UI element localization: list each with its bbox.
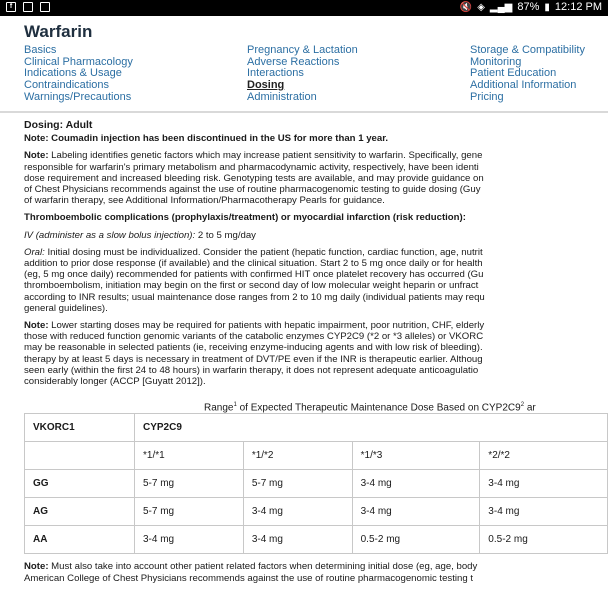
note-label: Note: [24,561,49,572]
row-label: GG [25,470,135,498]
table-cell: 3-4 mg [243,498,352,526]
table-row [25,526,608,554]
battery-percent: 87% [517,1,540,13]
table-cell: 0.5-2 mg [480,526,608,554]
oral-dosing-line: addition to prior dose response (if available) and the clinical situation. Start 2 to 5 mg once daily or for health [24,258,483,270]
oral-dosing-line: thromboembolism, initiation may begin on the first or second day of low molecular weight heparin or unfract [24,280,479,292]
wifi-icon: ◈ [477,1,485,13]
oral-dosing-line [24,247,600,258]
facebook-icon: f [6,2,16,12]
lower-dose-note-text: Lower starting doses may be required for patients with hepatic impairment, poor nutrition, CHF, elderly [48,320,485,332]
oral-dosing-line: according to INR results; usual maintenance dose ranges from 2 to 10 mg daily (individual patients may requ [24,291,485,303]
genetic-note-line: responsible for warfarin's primary metabolism and pharmacodynamic activity, respectively, have been identi [24,161,479,173]
nav-link-monitoring[interactable]: Monitoring [470,55,522,68]
oral-label: Oral: [24,246,45,258]
lower-dose-note-line [24,320,600,331]
discontinued-note-text: Coumadin injection has been discontinued in the US for more than 1 year. [48,133,389,145]
oral-dosing-line: (eg, 5 mg once daily) recommended for patients with confirmed HIT once platelet recovery has occurred (Gu [24,269,484,281]
genetic-note-line: of Chest Physicians recommends against the use of routine pharmacogenomic testing to guide dosing (Guy [24,184,481,196]
dosing-content [24,120,608,387]
genotype-header: *1/*1 [135,442,244,470]
row-label: AG [25,498,135,526]
message-icon [40,2,50,12]
nav-link-additional-information[interactable]: Additional Information [470,79,577,92]
footnote-text: Must also take into account other patient related factors when determining initial dose (eg, age, body [48,561,478,572]
nav-column-2 [247,45,358,104]
genetic-note-line [24,150,600,161]
dose-table [24,413,608,554]
table-cell: 3-4 mg [243,526,352,554]
lower-dose-note-line: considerably longer (ACCP [Guyatt 2012]). [24,376,206,388]
genetic-note-text: Labeling identifies genetic factors which may increase patient sensitivity to warfarin. Specifically, gene [48,150,483,162]
note-label: Note: [24,133,49,145]
genetic-note-line: dose requirement and increased bleeding risk. Genotyping tests are available, and may provide guidance on [24,172,484,184]
iv-label: IV (administer as a slow bolus injection): [24,229,196,241]
dosing-heading: Dosing: Adult [24,120,93,131]
nav-column-3 [470,45,585,104]
table-cell: 3-4 mg [352,498,480,526]
table-cell: 5-7 mg [243,470,352,498]
section-heading [24,212,600,223]
oral-text: Initial dosing must be individualized. Consider the patient (hepatic function, cardiac function, age, nutrit [44,246,483,258]
genotype-header: *1/*2 [243,442,352,470]
status-bar [0,0,608,16]
nav-link-warnings-precautions[interactable]: Warnings/Precautions [24,90,132,103]
discontinued-note [24,133,600,144]
page-title: Warfarin [24,22,93,41]
footnote-line: American College of Chest Physicians recommends against the use of routine pharmacogenomic testing t [24,572,474,584]
iv-text: 2 to 5 mg/day [195,229,256,241]
table-cell: 3-4 mg [135,526,244,554]
section-heading-text: Thromboembolic complications (prophylaxis/treatment) or myocardial infarction (risk reduction): [24,212,466,224]
nav-column-1 [24,45,133,104]
signal-icon: ▂▄▆ [489,1,513,13]
clock: 12:12 PM [554,1,602,13]
genotype-header: *1/*3 [352,442,480,470]
table-row [25,470,608,498]
table-cell: 0.5-2 mg [352,526,480,554]
note-label: Note: [24,320,49,332]
nav-link-patient-education[interactable]: Patient Education [470,67,557,80]
nav-link-dosing[interactable]: Dosing [247,79,285,92]
table-caption: Range$^1$ of Expected Therapeutic Maintenance Dose Based on $CYP2C9^2$ ar [204,402,536,414]
footnote-line [24,561,594,573]
table-cell: 3-4 mg [480,498,608,526]
table-cell: 5-7 mg [135,498,244,526]
nav-link-storage-compatibility[interactable]: Storage & Compatibility [470,44,585,56]
lower-dose-note-line: may be reasonable in selected patients (ie, receiving enzyme-inducing agents and with low risk of bleeding). [24,342,483,354]
table-footnote [24,561,594,584]
section-divider [0,111,608,113]
lower-dose-note-line: seen early (within the first 24 to 48 hours) in warfarin therapy, it does not represent adequate anticoagulatio [24,364,479,376]
nav-link-pregnancy-lactation[interactable]: Pregnancy & Lactation [247,44,358,56]
nav-link-adverse-reactions[interactable]: Adverse Reactions [247,55,340,68]
table-cell: 3-4 mg [480,470,608,498]
nav-link-clinical-pharmacology[interactable]: Clinical Pharmacology [24,55,133,68]
table-cell [25,442,135,470]
row-label: AA [25,526,135,554]
note-label: Note: [24,150,49,162]
cyp2c9-header: CYP2C9 [135,414,608,442]
screenshot-icon [23,2,33,12]
iv-dosing [24,230,600,241]
genetic-note-line: of warfarin therapy, see Additional Information/Pharmacotherapy Pearls for guidance. [24,195,385,207]
lower-dose-note-line: those with reduced function genomic variants of the catabolic enzymes CYP2C9 (*2 or *3 alleles) or VKORC [24,331,484,343]
nav-link-pricing[interactable]: Pricing [470,90,504,103]
table-cell: 3-4 mg [352,470,480,498]
oral-dosing-line: general guidelines). [24,302,108,314]
lower-dose-note-line: therapy by at least 5 days is necessary in treatment of DVT/PE even if the INR is therapeutic earlier. Althoug [24,353,483,365]
nav-link-administration[interactable]: Administration [247,90,317,103]
battery-icon: ▮ [544,1,550,13]
nav-link-interactions[interactable]: Interactions [247,67,304,80]
vkorc1-header: VKORC1 [25,414,135,442]
mute-icon: 🔇 [459,1,473,13]
genotype-header: *2/*2 [480,442,608,470]
nav-link-contraindications[interactable]: Contraindications [24,79,109,92]
nav-link-basics[interactable]: Basics [24,44,57,56]
nav-link-indications-usage[interactable]: Indications & Usage [24,67,122,80]
table-row [25,498,608,526]
table-cell: 5-7 mg [135,470,244,498]
